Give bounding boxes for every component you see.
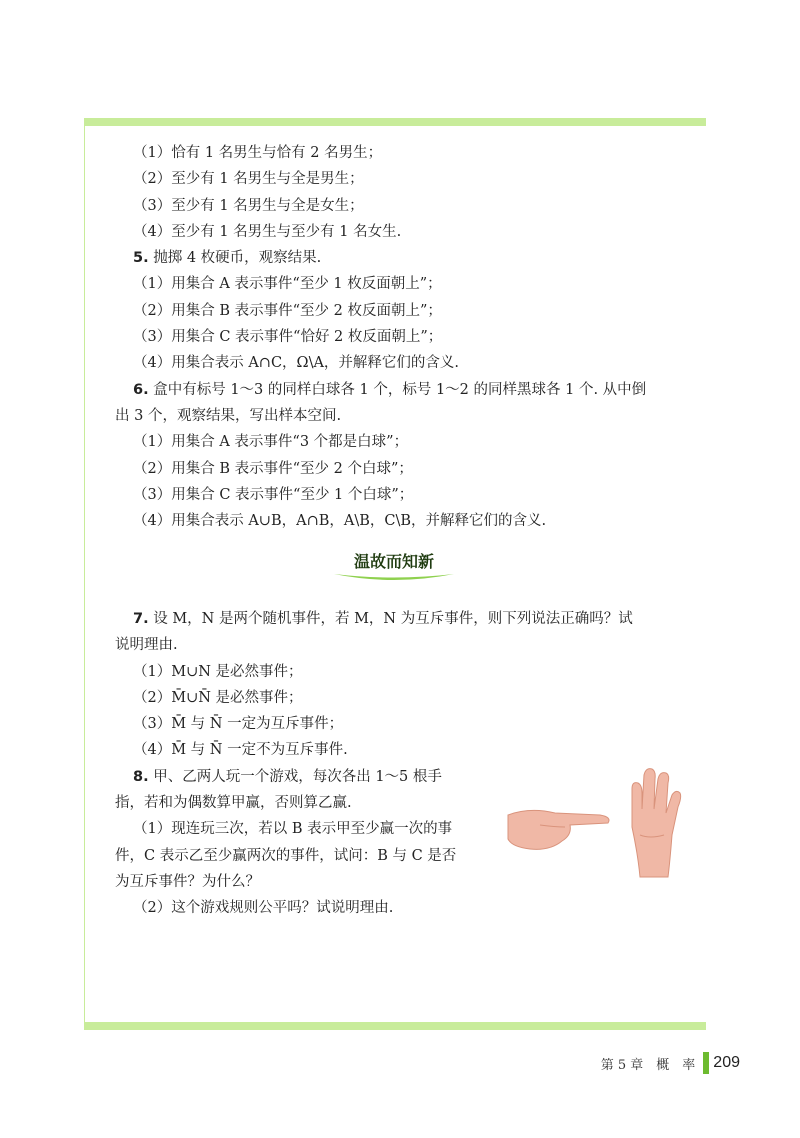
q8-item2: （2）这个游戏规则公平吗？试说明理由. bbox=[133, 900, 394, 917]
q8-number: 8. bbox=[133, 768, 149, 785]
q8-item1-line1: （1）现连玩三次，若以 B 表示甲至少赢一次的事 bbox=[133, 821, 453, 838]
bottom-green-band bbox=[84, 1022, 706, 1030]
q8-text-line1: 甲、乙两人玩一个游戏，每次各出 1～5 根手 bbox=[153, 768, 442, 785]
q7-text-line1: 设 M，N 是两个随机事件，若 M，N 为互斥事件，则下列说法正确吗？试 bbox=[153, 611, 633, 627]
q6-text-line2: 出 3 个，观察结果，写出样本空间. bbox=[115, 407, 342, 424]
hands-illustration bbox=[500, 765, 700, 885]
page-footer bbox=[601, 1050, 740, 1076]
q7-item: （1）M∪N 是必然事件； bbox=[133, 663, 303, 680]
q6-item: （4）用集合表示 A∪B，A∩B，A\B，C\B，并解释它们的含义. bbox=[133, 513, 547, 530]
exercise-content bbox=[115, 140, 690, 534]
q8-item1-line3: 为互斥事件？为什么？ bbox=[115, 873, 260, 890]
raised-hand-icon bbox=[632, 769, 681, 877]
q5-number: 5. bbox=[133, 250, 149, 267]
q7-number: 7. bbox=[133, 611, 149, 627]
q6-item: （3）用集合 C 表示事件“至少 1 个白球”； bbox=[133, 486, 414, 503]
q6-text-line1: 盒中有标号 1～3 的同样白球各 1 个，标号 1～2 的同样黑球各 1 个. 从中倒 bbox=[153, 381, 647, 398]
q7-text-line2: 说明理由. bbox=[115, 637, 178, 654]
footer-accent-bar bbox=[703, 1052, 709, 1074]
q6-item: （1）用集合 A 表示事件“3 个都是白球”； bbox=[133, 434, 409, 451]
q5-item: （3）用集合 C 表示事件“恰好 2 枚反面朝上”； bbox=[133, 329, 443, 346]
q5-item: （4）用集合表示 A∩C，Ω\A，并解释它们的含义. bbox=[133, 355, 460, 372]
q7-item: （2）M̄∪N̄ 是必然事件； bbox=[133, 689, 303, 706]
q8-item1-line2: 件，C 表示乙至少赢两次的事件，试问：B 与 C 是否 bbox=[115, 847, 457, 864]
q4-item: （4）至少有 1 名男生与至少有 1 名女生. bbox=[133, 223, 402, 240]
q4-item: （2）至少有 1 名男生与全是男生； bbox=[133, 171, 364, 188]
chapter-label: 第 5 章 概 率 bbox=[600, 1057, 696, 1073]
q4-item: （1）恰有 1 名男生与恰有 2 名男生； bbox=[133, 145, 383, 161]
q7-item: （3）M̄ 与 N̄ 一定为互斥事件； bbox=[133, 716, 344, 733]
q6-number: 6. bbox=[133, 381, 149, 398]
pointing-hand-icon bbox=[508, 810, 609, 849]
q7-item: （4）M̄ 与 N̄ 一定不为互斥事件. bbox=[133, 742, 348, 759]
q7-stem bbox=[115, 606, 690, 632]
page-number: 209 bbox=[713, 1054, 740, 1071]
top-green-band bbox=[84, 118, 706, 126]
q6-item: （2）用集合 B 表示事件“至少 2 个白球”； bbox=[133, 460, 413, 477]
q8-stem bbox=[115, 764, 475, 790]
q5-item: （1）用集合 A 表示事件“至少 1 枚反面朝上”； bbox=[133, 276, 442, 293]
q5-stem bbox=[115, 245, 690, 271]
q6-stem bbox=[115, 377, 690, 403]
section-title: 温故而知新 bbox=[353, 552, 434, 571]
q8-block bbox=[115, 764, 475, 922]
q8-text-line2: 指，若和为偶数算甲赢，否则算乙赢. bbox=[115, 795, 352, 812]
q4-item: （3）至少有 1 名男生与全是女生； bbox=[133, 197, 364, 214]
title-swoosh-decoration bbox=[330, 570, 458, 584]
left-margin-line bbox=[84, 118, 85, 1030]
q5-item: （2）用集合 B 表示事件“至少 2 枚反面朝上”； bbox=[133, 302, 442, 319]
q5-text: 抛掷 4 枚硬币，观察结果. bbox=[153, 250, 322, 267]
